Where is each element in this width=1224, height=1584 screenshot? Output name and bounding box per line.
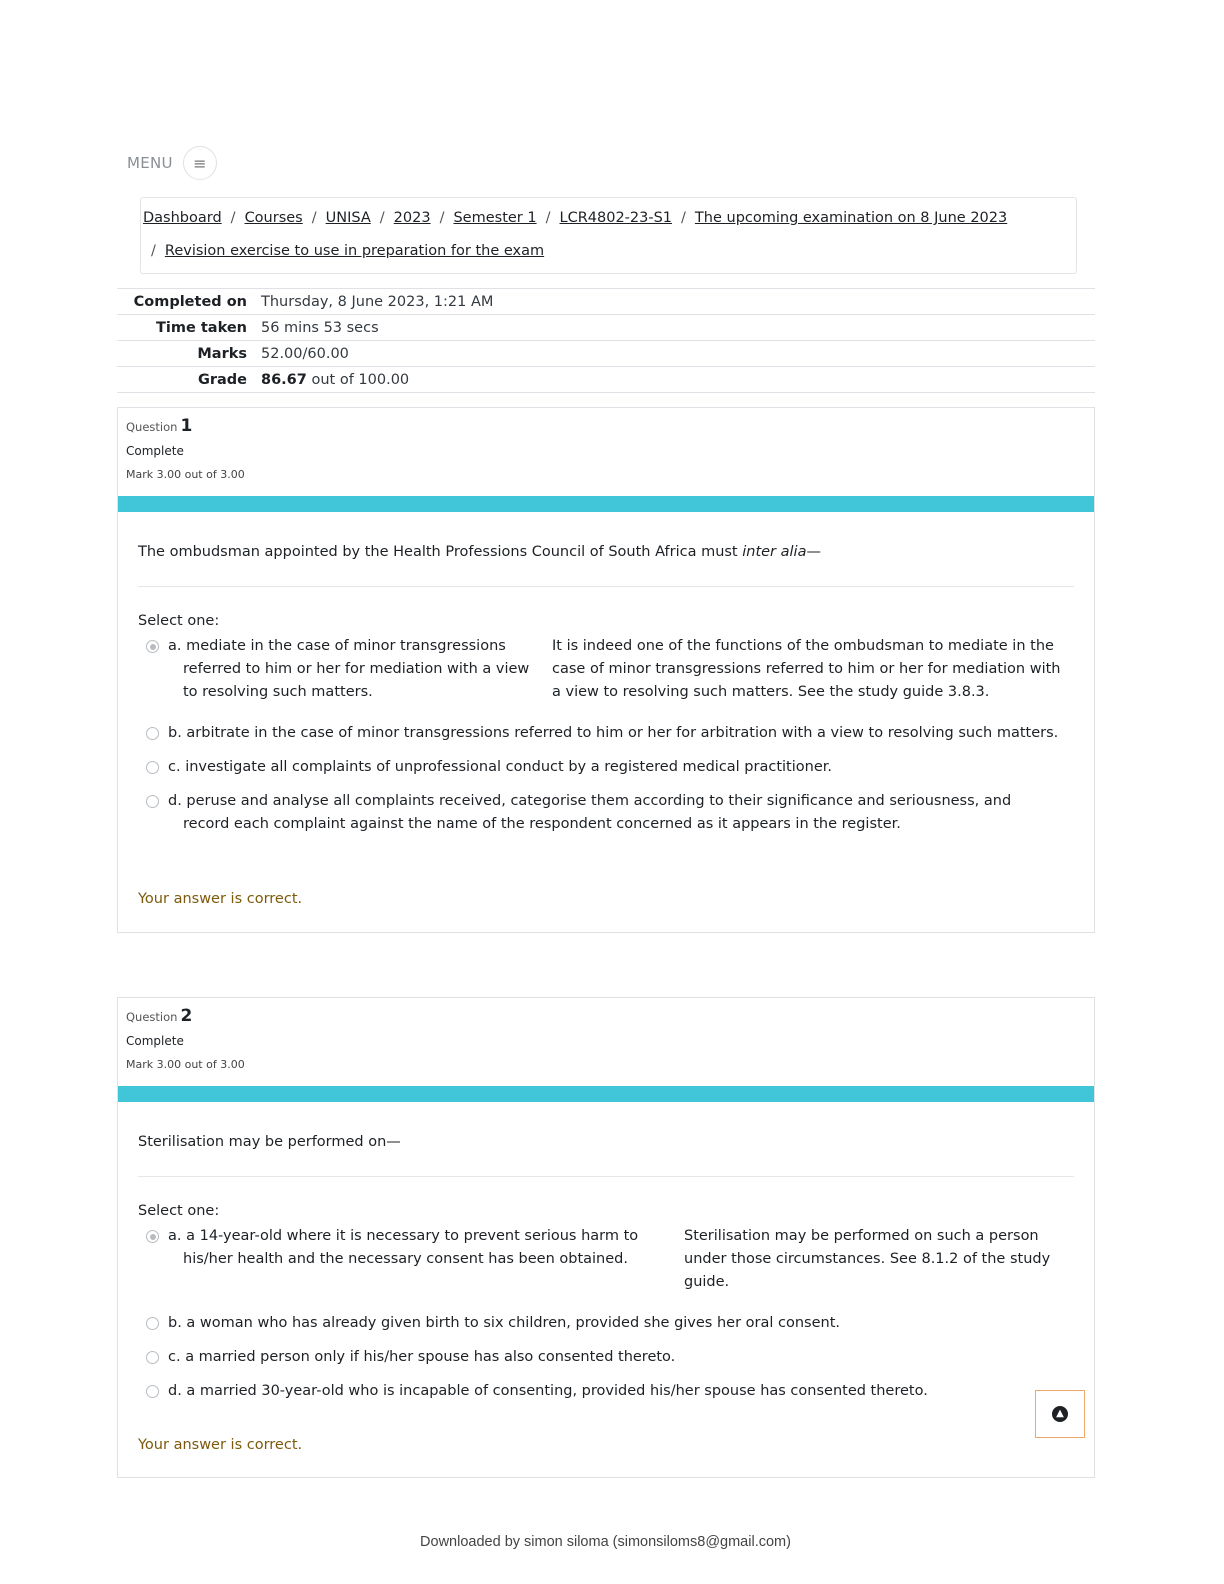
chevron-up-circle-icon: ▲ [1052,1406,1068,1422]
answer-feedback: It is indeed one of the functions of the ombudsman to mediate in the case of minor transgressions referred to him or her for mediation with a view to resolving such matters. See the study guide 3.8.3. [552,638,1061,700]
breadcrumb-year[interactable]: 2023 [393,210,431,226]
question-label: Question [126,420,178,434]
question-text [138,512,1074,587]
summary-label: Marks [117,341,261,367]
question-header-bar [118,496,1094,512]
breadcrumb-separator: / [681,210,686,226]
summary-value: 52.00/60.00 [261,341,1095,367]
breadcrumb-separator: / [545,210,551,226]
answer-list [138,1225,1074,1403]
question-text [138,1102,1074,1177]
back-to-top-button[interactable] [1035,1390,1085,1438]
question-number-value: 1 [180,416,193,436]
breadcrumb-courses[interactable]: Courses [244,210,303,226]
answer-text: c. a married person only if his/her spouse has also consented thereto. [168,1349,676,1365]
question-content [118,1102,1094,1403]
question-text-tail: — [806,544,821,560]
breadcrumb-separator: / [379,210,385,226]
summary-row-time [117,315,1095,341]
radio-button[interactable] [146,795,159,808]
summary-row-completed [117,289,1095,315]
summary-label: Completed on [117,289,261,315]
answer-option-d[interactable] [138,1380,1074,1403]
question-grade: Mark 3.00 out of 3.00 [126,1058,245,1071]
summary-value: 56 mins 53 secs [261,315,1095,341]
radio-button[interactable] [146,640,159,653]
breadcrumb-dashboard[interactable]: Dashboard [143,210,222,226]
answer-text: a. a 14-year-old where it is necessary to prevent serious harm to his/her health and the necessary consent has been obtained. [168,1228,639,1267]
radio-button[interactable] [146,1351,159,1364]
answer-option-b[interactable] [138,1312,1074,1335]
breadcrumb-quiz[interactable]: Revision exercise to use in preparation for the exam [164,243,545,259]
answer-feedback: Sterilisation may be performed on such a person under those circumstances. See 8.1.2 of the study guide. [684,1228,1051,1290]
answer-option-c[interactable] [138,756,1074,779]
question-number [126,416,1086,436]
summary-value: Thursday, 8 June 2023, 1:21 AM [261,289,1095,315]
question-label: Question [126,1010,178,1024]
question-number-value: 2 [180,1006,193,1026]
breadcrumb [140,197,1077,274]
summary-value [261,367,1095,393]
download-footer: Downloaded by simon siloma (simonsiloms8@gmail.com) [420,1534,791,1550]
answer-text: d. a married 30-year-old who is incapable of consenting, provided his/her spouse has consented thereto. [168,1383,928,1399]
answer-text: a. mediate in the case of minor transgressions referred to him or her for mediation with a view to resolving such matters. [168,638,530,700]
radio-button[interactable] [146,1385,159,1398]
answer-option-d[interactable] [138,790,1074,836]
radio-button[interactable] [146,761,159,774]
breadcrumb-section[interactable]: The upcoming examination on 8 June 2023 [694,210,1008,226]
question-grade: Mark 3.00 out of 3.00 [126,468,245,481]
menu-toggle[interactable] [127,146,217,180]
breadcrumb-unisa[interactable]: UNISA [325,210,371,226]
question-card [117,407,1095,933]
menu-label: MENU [127,154,173,172]
answer-text: b. arbitrate in the case of minor transgressions referred to him or her for arbitration with a view to resolving such matters. [168,725,1059,741]
select-one-prompt: Select one: [138,613,220,629]
radio-button[interactable] [146,727,159,740]
question-text-main: The ombudsman appointed by the Health Professions Council of South Africa must [138,544,743,560]
radio-button[interactable] [146,1317,159,1330]
question-text-italic: inter alia [742,544,807,560]
question-number [126,1006,1086,1026]
attempt-summary-table [117,288,1095,393]
answer-outcome: Your answer is correct. [138,891,303,907]
question-state: Complete [126,1034,184,1048]
breadcrumb-semester[interactable]: Semester 1 [453,210,537,226]
answer-option-a[interactable] [138,1225,1074,1294]
breadcrumb-separator: / [439,210,445,226]
answer-text: c. investigate all complaints of unprofessional conduct by a registered medical practitioner. [168,759,832,775]
answer-option-a[interactable] [138,635,1074,704]
summary-row-grade [117,367,1095,393]
question-text-main: Sterilisation may be performed on— [138,1134,401,1150]
grade-max: out of 100.00 [311,371,410,388]
answer-text: b. a woman who has already given birth to six children, provided she gives her oral consent. [168,1315,840,1331]
answer-text: d. peruse and analyse all complaints received, categorise them according to their significance and seriousness, and record each complaint against the name of the respondent concerned as it appears in the register. [168,793,1012,832]
question-header-bar [118,1086,1094,1102]
answer-option-c[interactable] [138,1346,1074,1369]
answer-outcome: Your answer is correct. [138,1437,303,1453]
question-card [117,997,1095,1478]
grade-score: 86.67 [261,371,307,388]
breadcrumb-separator: / [311,210,317,226]
answer-option-b[interactable] [138,722,1074,745]
select-one-prompt: Select one: [138,1203,220,1219]
answer-list [138,635,1074,836]
question-content [118,512,1094,836]
breadcrumb-course[interactable]: LCR4802-23-S1 [559,210,673,226]
breadcrumb-separator: / [151,243,156,259]
hamburger-icon[interactable]: ≡ [183,146,217,180]
question-state: Complete [126,444,184,458]
summary-label: Time taken [117,315,261,341]
breadcrumb-separator: / [230,210,236,226]
question-info [118,998,1094,1086]
question-info [118,408,1094,496]
summary-label: Grade [117,367,261,393]
radio-button[interactable] [146,1230,159,1243]
summary-row-marks [117,341,1095,367]
